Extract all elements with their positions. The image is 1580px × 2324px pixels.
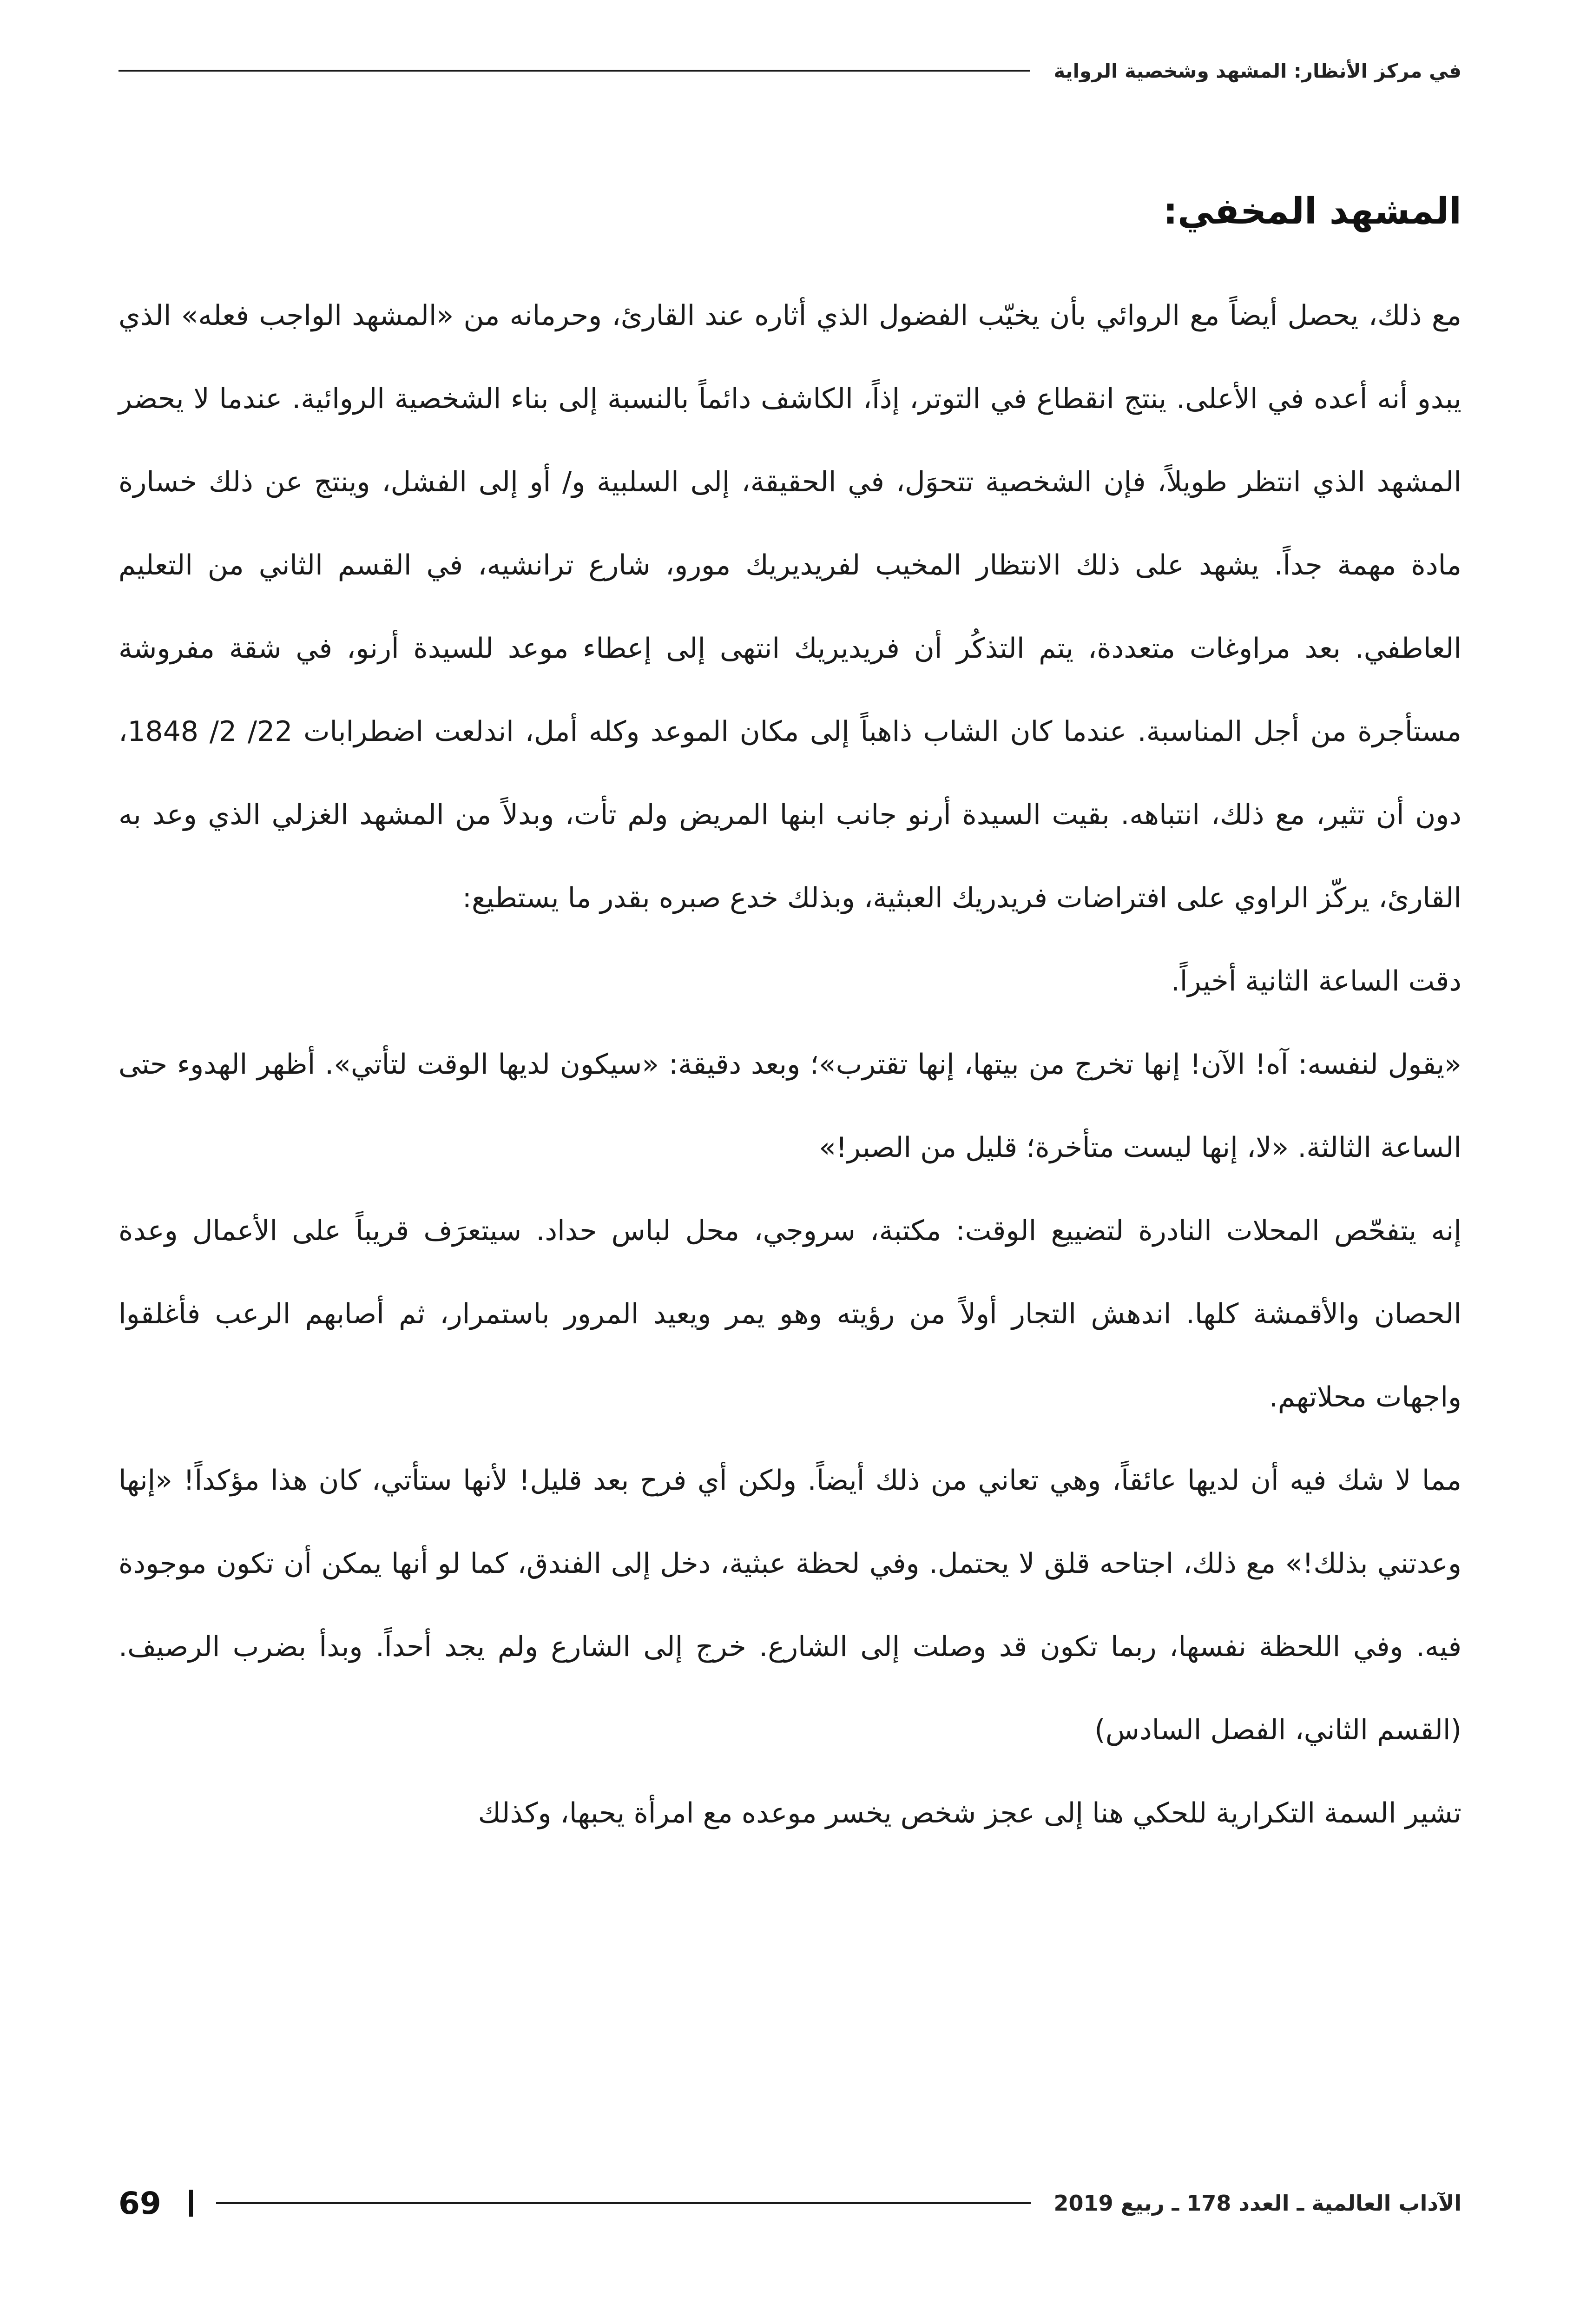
section-heading: المشهد المخفي: [1163, 191, 1462, 232]
running-title: في مركز الأنظار: المشهد وشخصية الرواية [1053, 59, 1462, 82]
paragraph: تشير السمة التكرارية للحكي هنا إلى عجز شخص يخسر موعده مع امرأة يحبها، وكذلك [478, 1797, 1462, 1829]
footer-rule [216, 2202, 1031, 2204]
journal-info: الآداب العالمية ـ العدد 178 ـ ربيع 2019 [1053, 2191, 1462, 2216]
page-number: 69 [118, 2185, 161, 2221]
paragraph: «يقول لنفسه: آه! الآن! إنها تخرج من بيتها، إنها تقترب»؛ وبعد دقيقة: «سيكون لديها الوقت لتأتي». أظهر الهدوء حتى الساعة الثالثة. «لا، إنها ليست متأخرة؛ قليل من الصبر!» [118, 1048, 1462, 1164]
page-footer [118, 2182, 1462, 2224]
paragraph: مع ذلك، يحصل أيضاً مع الروائي بأن يخيّب الفضول الذي أثاره عند القارئ، وحرمانه من «المشهد الواجب فعله» الذي يبدو أنه أعده في الأعلى. ينتج انقطاع في التوتر، إذاً، الكاشف دائماً بالنسبة إلى بناء الشخصية الروائية. عندما لا يحضر المشهد الذي انتظر طويلاً، فإن الشخصية تتحوَل، في الحقيقة، إلى السلبية و/ أو إلى الفشل، وينتج عن ذلك خسارة مادة مهمة جداً. يشهد على ذلك الانتظار المخيب لفريديريك مورو، شارع ترانشيه، في القسم الثاني من التعليم العاطفي. بعد مراوغات متعددة، يتم التذكُر أن فريديريك انتهى إلى إعطاء موعد للسيدة أرنو، في شقة مفروشة مستأجرة من أجل المناسبة. عندما كان الشاب ذاهباً إلى مكان الموعد وكله أمل، اندلعت اضطرابات 22/ 2/ 1848، دون أن تثير، مع ذلك، انتباهه. بقيت السيدة أرنو جانب ابنها المريض ولم تأت، وبدلاً من المشهد الغزلي الذي وعد به القارئ، يركّز الراوي على افتراضات فريدريك العبثية، وبذلك خدع صبره بقدر ما يستطيع: [118, 299, 1462, 914]
footer-separator [189, 2190, 193, 2217]
paragraph: دقت الساعة الثانية أخيراً. [1171, 965, 1462, 997]
header-rule [118, 70, 1030, 72]
paragraph: إنه يتفحّص المحلات النادرة لتضييع الوقت: مكتبة، سروجي، محل لباس حداد. سيتعرَف قريباً على الأعمال وعدة الحصان والأقمشة كلها. اندهش التجار أولاً من رؤيته وهو يمر ويعيد المرور باستمرار، ثم أصابهم الرعب فأغلقوا واجهات محلاتهم. [118, 1215, 1462, 1413]
running-header [118, 57, 1462, 85]
body-text [118, 274, 1462, 1855]
paragraph: مما لا شك فيه أن لديها عائقاً، وهي تعاني من ذلك أيضاً. ولكن أي فرح بعد قليل! لأنها ستأتي، كان هذا مؤكداً! «إنها وعدتني بذلك!» مع ذلك، اجتاحه قلق لا يحتمل. وفي لحظة عبثية، دخل إلى الفندق، كما لو أنها يمكن أن تكون موجودة فيه. وفي اللحظة نفسها، ربما تكون قد وصلت إلى الشارع. خرج إلى الشارع ولم يجد أحداً. وبدأ بضرب الرصيف.(القسم الثاني، الفصل السادس) [118, 1464, 1462, 1746]
